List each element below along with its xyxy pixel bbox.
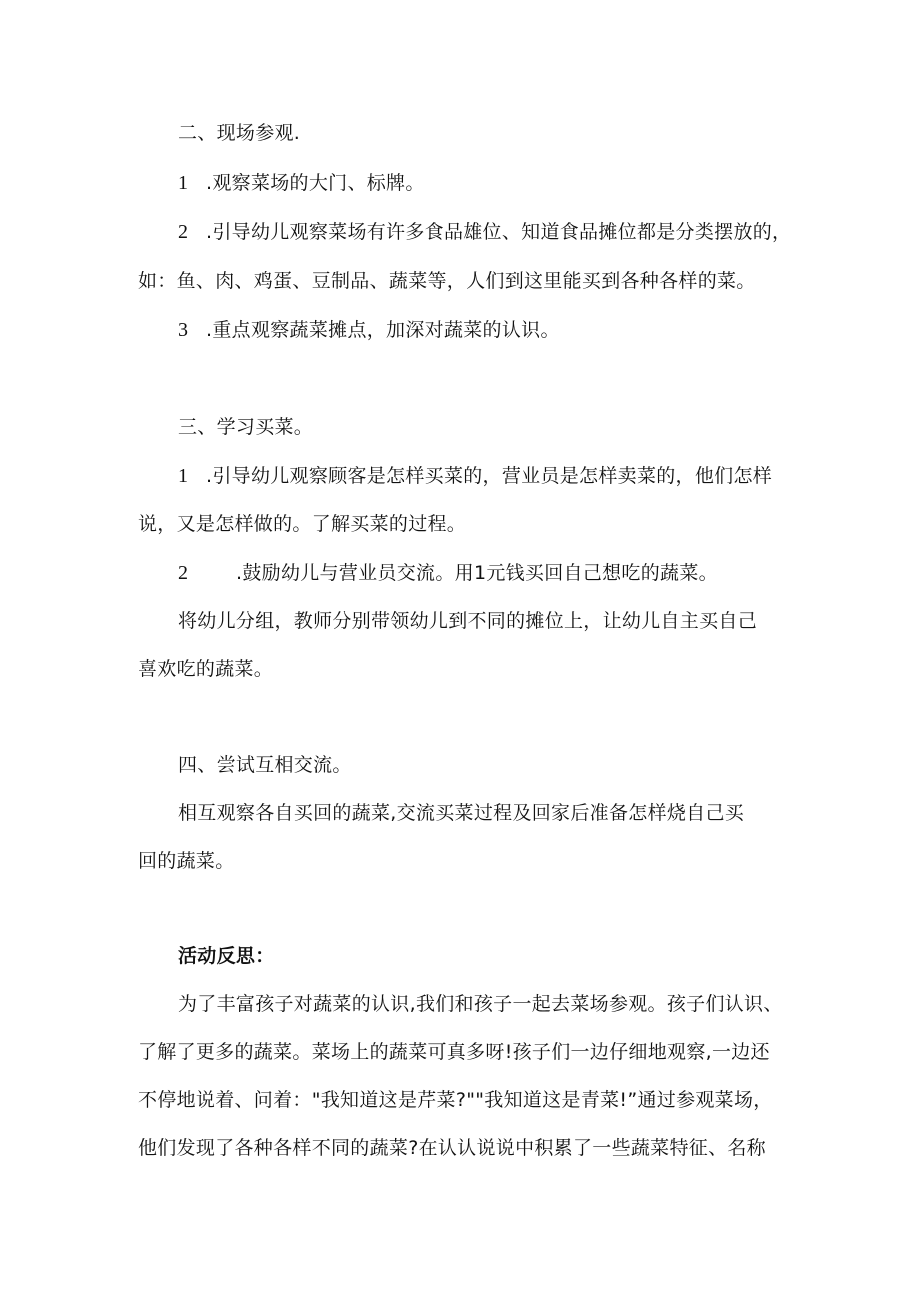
item-text: .重点观察蔬菜摊点，加深对蔬菜的认识。 <box>206 319 560 341</box>
section-heading-2: 二、现场参观. <box>178 122 301 144</box>
item-number: 2 <box>178 221 189 243</box>
paragraph-line: 将幼儿分组，教师分别带领幼儿到不同的摊位上，让幼儿自主买自己 <box>178 610 758 632</box>
item-text: .观察菜场的大门、标牌。 <box>206 172 425 194</box>
item-text: .鼓励幼儿与营业员交流。用1元钱买回自己想吃的蔬菜。 <box>236 562 718 584</box>
reflection-heading: 活动反思： <box>178 945 275 967</box>
list-item <box>178 219 791 245</box>
item-text: .引导幼儿观察菜场有许多食品雄位、知道食品摊位都是分类摆放的， <box>206 221 792 243</box>
list-item <box>178 560 718 586</box>
item-number: 1 <box>178 465 189 487</box>
paragraph-line: 了解了更多的蔬菜。菜场上的蔬菜可真多呀!孩子们一边仔细地观察,一边还 <box>138 1041 770 1063</box>
list-item <box>178 317 560 343</box>
paragraph-line: 不停地说着、问着："我知道这是芹菜?""我知道这是青菜!”通过参观菜场， <box>138 1089 773 1111</box>
section-heading-4: 四、尝试互相交流。 <box>178 754 352 776</box>
section-heading-3: 三、学习买菜。 <box>178 416 314 438</box>
paragraph-line: 喜欢吃的蔬菜。 <box>138 658 274 680</box>
item-number: 3 <box>178 319 189 341</box>
list-item <box>178 463 772 489</box>
paragraph-line: 相互观察各自买回的蔬菜,交流买菜过程及回家后准备怎样烧自己买 <box>178 802 745 824</box>
list-item <box>178 170 425 196</box>
item-number: 1 <box>178 172 189 194</box>
paragraph-line: 为了丰富孩子对蔬菜的认识,我们和孩子一起去菜场参观。孩子们认识、 <box>178 993 783 1015</box>
item-continuation: 说，又是怎样做的。了解买菜的过程。 <box>138 513 467 535</box>
paragraph-line: 回的蔬菜。 <box>138 850 235 872</box>
item-continuation: 如：鱼、肉、鸡蛋、豆制品、蔬菜等，人们到这里能买到各种各样的菜。 <box>138 270 756 292</box>
item-number: 2 <box>178 562 189 584</box>
item-text: .引导幼儿观察顾客是怎样买菜的，营业员是怎样卖菜的，他们怎样 <box>206 465 773 487</box>
paragraph-line: 他们发现了各种各样不同的蔬菜?在认认说说中积累了一些蔬菜特征、名称 <box>138 1137 766 1159</box>
